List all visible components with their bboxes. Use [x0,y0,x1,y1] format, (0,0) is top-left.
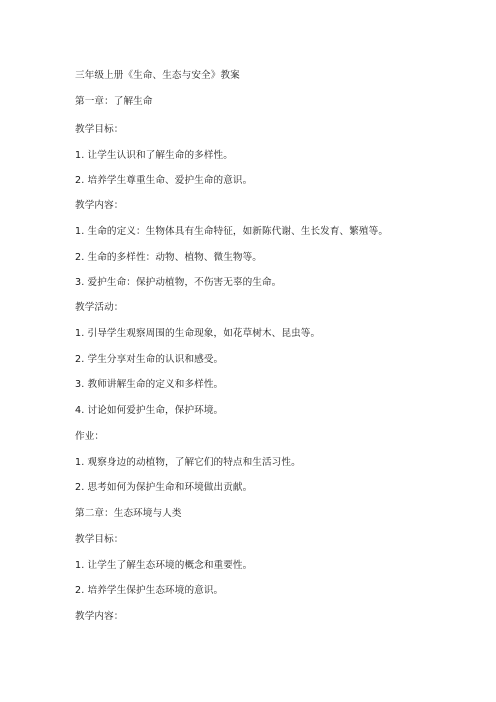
chapter-1-homework-1: 1. 观察身边的动植物，了解它们的特点和生活习性。 [75,457,301,468]
chapter-2-content-label: 教学内容： [75,611,124,622]
chapter-1-activity-1: 1. 引导学生观察周围的生命现象，如花草树木、昆虫等。 [75,328,321,339]
chapter-1-content-1: 1. 生命的定义：生物体具有生命特征，如新陈代谢、生长发育、繁殖等。 [75,226,389,237]
chapter-2-objectives-label: 教学目标： [75,534,124,545]
chapter-1-activity-2: 2. 学生分享对生命的认识和感受。 [75,354,224,365]
chapter-1-content-2: 2. 生命的多样性：动物、植物、微生物等。 [75,252,262,263]
chapter-2-objective-2: 2. 培养学生保护生态环境的意识。 [75,585,224,596]
chapter-1-activities-label: 教学活动： [75,302,124,313]
chapter-1-heading: 第一章：了解生命 [75,96,153,107]
chapter-2-heading: 第二章：生态环境与人类 [75,508,182,519]
chapter-1-objective-1: 1. 让学生认识和了解生命的多样性。 [75,150,233,161]
chapter-1-homework-2: 2. 思考如何为保护生命和环境做出贡献。 [75,482,253,493]
chapter-2-objective-1: 1. 让学生了解生态环境的概念和重要性。 [75,560,253,571]
chapter-1-homework-label: 作业： [75,431,105,442]
chapter-1-activity-4: 4. 讨论如何爱护生命，保护环境。 [75,405,224,416]
chapter-1-content-label: 教学内容： [75,200,124,211]
chapter-1-content-3: 3. 爱护生命：保护动植物，不伤害无辜的生命。 [75,277,282,288]
chapter-1-activity-3: 3. 教师讲解生命的定义和多样性。 [75,379,224,390]
document-title: 三年级上册《生命、生态与安全》教案 [75,70,240,81]
chapter-1-objective-2: 2. 培养学生尊重生命、爱护生命的意识。 [75,175,253,186]
chapter-1-objectives-label: 教学目标： [75,124,124,135]
